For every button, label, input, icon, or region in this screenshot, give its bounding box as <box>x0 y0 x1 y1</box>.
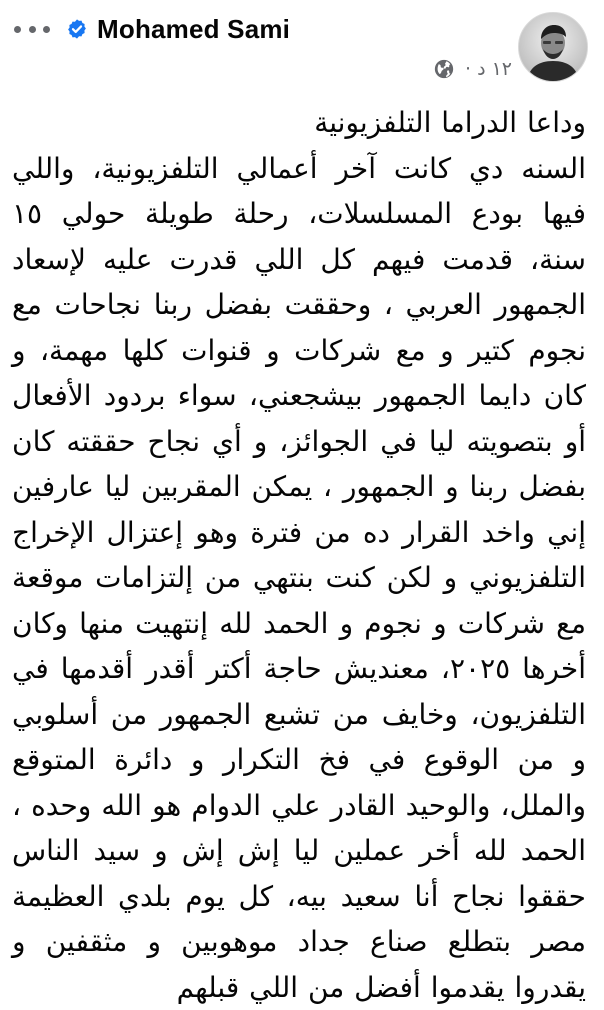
verified-badge-icon <box>66 18 88 40</box>
post-paragraph: السنه دي كانت آخر أعمالي التلفزيونية، واللي فيها بودع المسلسلات، رحلة طويلة حولي ١٥ سنة، قدمت فيهم كل اللي قدرت عليه لإسعاد الجمهور العربي ، وحققت بفضل ربنا نجاحات مع نجوم كتير و مع شركات و قنوات كلها مهمة، و كان دايما الجمهور بيشجعني، سواء بردود الأفعال أو بتصويته ليا في الجوائز، و أي نجاح حققته كان بفضل ربنا و الجمهور ، يمكن المقربين ليا عارفين إني واخد القرار ده من فترة وهو إعتزال الإخراج التلفزيوني و لكن كنت بنتهي من إلتزامات موقعة مع شركات و نجوم و الحمد لله إنتهيت منها وكان أخرها ٢٠٢٥، معنديش حاجة أكتر أقدر أقدمها في التلفزيون، وخايف من تشبع الجمهور من أسلوبي و من الوقوع في فخ التكرار و دائرة المتوقع والملل، والوحيد القادر علي الدوام هو الله وحده ، الحمد لله أخر عملين ليا إش إش و سيد الناس حققوا نجاح أنا سعيد بيه، كل يوم بلدي العظيمة مصر بتطلع صناع جداد موهوبين و مثقفين و يقدروا يقدموا أفضل من اللي قبلهم <box>12 146 586 1010</box>
post-header <box>0 0 604 92</box>
profile-photo <box>519 13 587 81</box>
globe-icon[interactable] <box>433 58 455 80</box>
post-title: وداعا الدراما التلفزيونية <box>12 100 586 146</box>
post-timestamp[interactable]: ١٢ د · <box>465 58 512 80</box>
author-name-row <box>66 10 290 48</box>
post-text <box>12 100 586 1010</box>
more-options-icon <box>14 26 21 33</box>
author-name[interactable]: Mohamed Sami <box>97 14 290 45</box>
more-options-button[interactable] <box>14 16 50 42</box>
post-meta <box>433 55 512 83</box>
author-avatar[interactable] <box>518 12 588 82</box>
